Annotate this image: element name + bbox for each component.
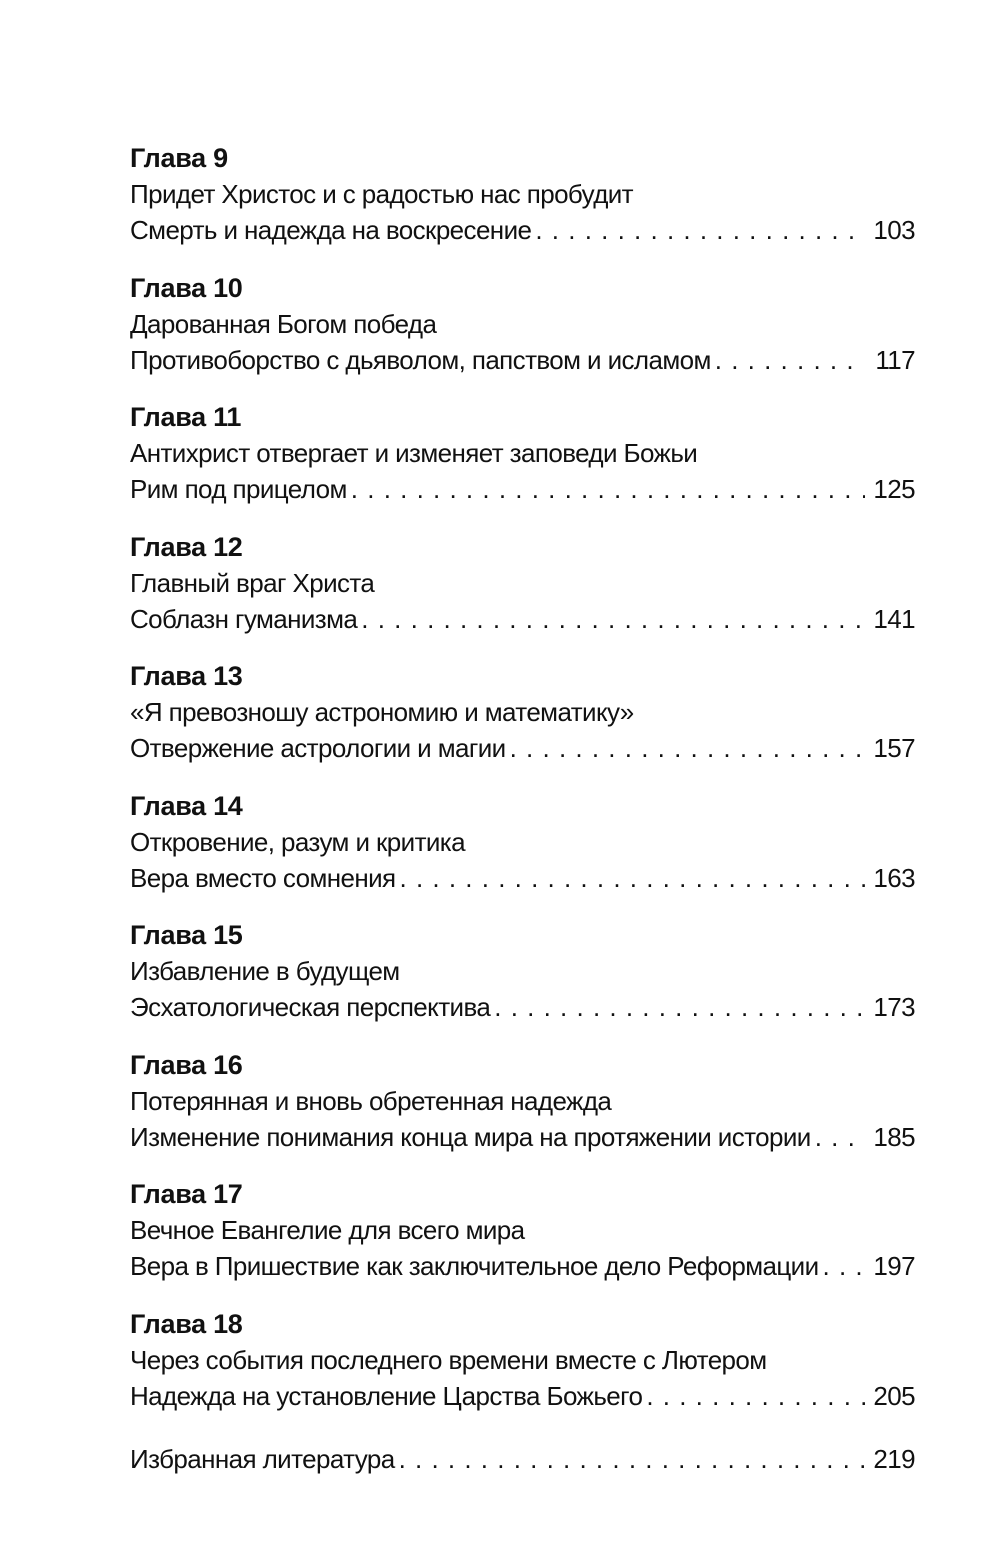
page-number: 117	[875, 344, 915, 375]
chapter-label: Глава 11	[130, 402, 242, 432]
toc-chapter-12	[130, 529, 915, 659]
chapter-label: Глава 12	[130, 531, 243, 562]
chapter-subtitle: Изменение понимания конца мира на протяжении истории	[130, 1121, 811, 1152]
page-number: 141	[873, 603, 915, 634]
page-number: 103	[873, 215, 915, 245]
toc-chapter-13	[130, 658, 915, 788]
dot-leader	[510, 730, 865, 766]
page-number: 205	[873, 1380, 915, 1411]
toc-chapter-16	[130, 1047, 915, 1177]
page-number: 163	[873, 862, 915, 893]
dot-leader	[399, 1441, 865, 1477]
dot-leader	[494, 989, 865, 1025]
chapter-label: Глава 16	[130, 1049, 243, 1080]
dot-leader	[815, 1119, 865, 1155]
page-number: 125	[873, 474, 915, 504]
toc-chapter-14	[130, 788, 915, 918]
page-number: 219	[873, 1444, 915, 1474]
page-number: 157	[873, 733, 915, 763]
dot-leader	[351, 471, 865, 507]
toc-entry-row[interactable]	[130, 1119, 915, 1155]
table-of-contents	[130, 140, 915, 1477]
dot-leader	[361, 601, 865, 637]
page-number: 197	[873, 1251, 915, 1281]
toc-chapter-17	[130, 1176, 915, 1306]
bibliography-label: Избранная литература	[130, 1444, 395, 1474]
dot-leader	[646, 1378, 865, 1414]
chapter-subtitle: Надежда на установление Царства Божьего	[130, 1380, 643, 1411]
toc-entry-row[interactable]	[130, 1378, 915, 1414]
toc-entry-row[interactable]	[130, 989, 915, 1025]
chapter-subtitle: Вера вместо сомнения	[130, 862, 396, 893]
page-number: 173	[873, 992, 915, 1022]
chapter-title: Дарованная Богом победа	[130, 308, 437, 339]
chapter-subtitle: Отвержение астрологии и магии	[130, 733, 506, 763]
toc-entry-row[interactable]	[130, 601, 915, 637]
toc-entry-row[interactable]	[130, 471, 915, 507]
chapter-label: Глава 17	[130, 1179, 243, 1209]
toc-entry-bibliography[interactable]	[130, 1441, 915, 1477]
chapter-label: Глава 10	[130, 272, 243, 303]
chapter-title: Избавление в будущем	[130, 956, 400, 986]
chapter-subtitle: Рим под прицелом	[130, 474, 347, 504]
chapter-title: Антихрист отвергает и изменяет заповеди Божьи	[130, 438, 698, 468]
chapter-title: Придет Христос и с радостью нас пробудит	[130, 179, 633, 209]
toc-chapter-9	[130, 140, 915, 270]
dot-leader	[823, 1248, 865, 1284]
toc-entry-row[interactable]	[130, 860, 915, 896]
toc-entry-row[interactable]	[130, 1248, 915, 1284]
chapter-subtitle: Смерть и надежда на воскресение	[130, 215, 532, 245]
dot-leader	[400, 860, 865, 896]
toc-chapter-15	[130, 917, 915, 1047]
toc-chapter-11	[130, 399, 915, 529]
chapter-title: Через события последнего времени вместе с Лютером	[130, 1344, 767, 1375]
toc-chapter-18	[130, 1306, 915, 1436]
toc-entry-row[interactable]	[130, 212, 915, 248]
chapter-label: Глава 14	[130, 790, 243, 821]
chapter-label: Глава 15	[130, 920, 243, 950]
chapter-subtitle: Соблазн гуманизма	[130, 603, 358, 634]
chapter-subtitle: Вера в Пришествие как заключительное дело Реформации	[130, 1251, 819, 1281]
chapter-title: Вечное Евангелие для всего мира	[130, 1215, 525, 1245]
toc-entry-row[interactable]	[130, 730, 915, 766]
chapter-title: Потерянная и вновь обретенная надежда	[130, 1085, 612, 1116]
chapter-label: Глава 13	[130, 661, 243, 691]
chapter-label: Глава 18	[130, 1308, 243, 1339]
toc-chapter-10	[130, 270, 915, 400]
chapter-title: Главный враг Христа	[130, 567, 375, 598]
dot-leader	[715, 342, 865, 378]
chapter-title: Откровение, разум и критика	[130, 826, 466, 857]
chapter-title: «Я превозношу астрономию и математику»	[130, 697, 634, 727]
toc-entry-row[interactable]	[130, 342, 915, 378]
dot-leader	[535, 212, 865, 248]
page-number: 185	[873, 1121, 915, 1152]
chapter-subtitle: Эсхатологическая перспектива	[130, 992, 491, 1022]
chapter-subtitle: Противоборство с дьяволом, папством и исламом	[130, 344, 711, 375]
chapter-label: Глава 9	[130, 143, 228, 173]
